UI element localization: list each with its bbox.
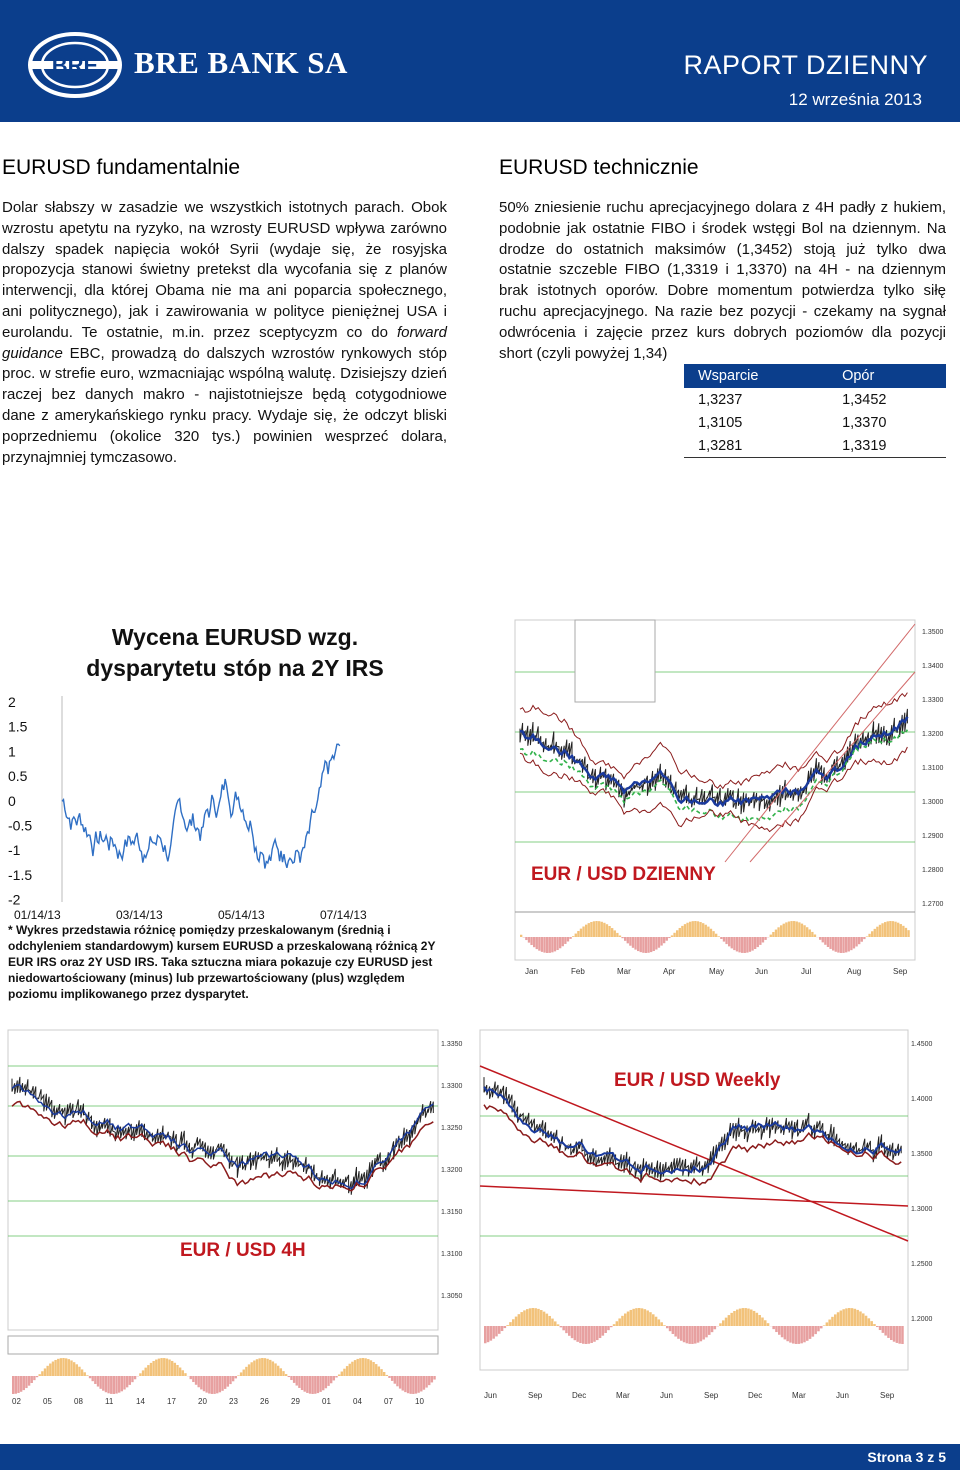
daily-x-tick: Jan [525, 967, 538, 976]
h4-x-tick: 01 [322, 1397, 331, 1406]
fundamental-text-part2: EBC, prowadzą do dalszych wzrostów rynkowych stóp proc. w strefie euro, wzmacniając wspólną walutę. Dzisiejszy dzień raczej bez danych makro - najistotniejsze będą cotygodniowe dane z amerykańskiego rynku pracy. Wydaje się, że odczyt bliski poprzedniemu (okolice 320 tys.) powinien wesprzeć dolara, przynajmniej tymczasowo. [2, 344, 447, 466]
levels-table [684, 364, 946, 458]
h4-price-tick: 1.3350 [441, 1041, 463, 1048]
irs-plot [0, 612, 460, 922]
h4-price-tick: 1.3050 [441, 1293, 463, 1300]
wk-x-tick: Mar [616, 1391, 630, 1400]
daily-x-tick: Jun [755, 967, 768, 976]
resistance-value: 1,3452 [842, 391, 887, 408]
daily-price-tick: 1.2900 [922, 833, 944, 840]
fundamental-text-italic: forward guidance [2, 323, 447, 362]
levels-row [684, 411, 946, 434]
irs-y-tick: 0.5 [8, 768, 28, 785]
h4-x-tick: 17 [167, 1397, 176, 1406]
h4-x-tick: 10 [415, 1397, 424, 1406]
irs-chart-note: * Wykres przedstawia różnicę pomiędzy przeskalowanym (średnią i odchyleniem standardowym) kursem EURUSD a przeskalowaną różnicą 2Y EUR IRS oraz 2Y USD IRS. Taka sztuczna miara pokazuje czy EURUSD jest niedowartościowany (minus) lub przewartościowany (plus) względem poziomu implikowanego przez dysparytet. [8, 923, 436, 1001]
wk-price-tick: 1.3500 [911, 1151, 933, 1158]
eurusd-4h-chart [0, 1026, 470, 1422]
report-date: 12 września 2013 [788, 90, 922, 109]
support-header: Wsparcie [684, 364, 828, 388]
wk-x-tick: Jun [484, 1391, 497, 1400]
levels-row [684, 434, 946, 458]
h4-x-tick: 23 [229, 1397, 238, 1406]
daily-x-tick: Jul [801, 967, 812, 976]
technical-title: EURUSD technicznie [499, 156, 699, 179]
support-value: 1,3237 [698, 391, 743, 408]
h4-x-tick: 05 [43, 1397, 52, 1406]
weekly-chart-label: EUR / USD Weekly [614, 1070, 781, 1091]
report-footer [0, 1444, 960, 1470]
bre-bank-logo [26, 30, 124, 100]
daily-price-tick: 1.2800 [922, 867, 944, 874]
fundamental-text-part1: Dolar słabszy w zasadzie we wszystkich istotnych parach. Obok wzrostu apetytu na ryzyko, na wzrosty EURUSD wpływa zarówno dalszy spadek napięcia wokół Syrii (wydaje się, że rosyjska propozycja stanowi świetny pretekst dla wycofania się z planów interwencji, dla której Obama nie ma ani poparcia społecznego, ani politycznego), jak i zawirowania w polityce pieniężnej USA i eurolandu. Te ostatnie, m.in. przez sceptycyzm co do [2, 199, 447, 341]
wk-price-tick: 1.4500 [911, 1041, 933, 1048]
irs-chart-title-line2: dysparytetu stóp na 2Y IRS [86, 655, 384, 681]
h4-x-tick: 07 [384, 1397, 393, 1406]
daily-x-tick: Sep [893, 967, 908, 976]
irs-y-tick: 0 [8, 792, 16, 809]
wk-price-tick: 1.2500 [911, 1261, 933, 1268]
irs-y-tick: -0.5 [8, 817, 33, 834]
wk-x-tick: Mar [792, 1391, 806, 1400]
irs-y-tick: 2 [8, 694, 16, 710]
h4-x-tick: 08 [74, 1397, 83, 1406]
h4-x-tick: 14 [136, 1397, 145, 1406]
eurusd-daily-chart [485, 612, 960, 1000]
daily-x-tick: Apr [663, 967, 676, 976]
irs-x-tick: 05/14/13 [218, 908, 265, 922]
h4-price-tick: 1.3300 [441, 1083, 463, 1090]
daily-plot [485, 612, 960, 1000]
h4-x-tick: 11 [105, 1397, 114, 1406]
irs-x-tick: 03/14/13 [116, 908, 163, 922]
support-value: 1,3281 [684, 434, 828, 458]
h4-x-tick: 20 [198, 1397, 207, 1406]
wk-price-tick: 1.3000 [911, 1206, 933, 1213]
irs-x-tick: 07/14/13 [320, 908, 367, 922]
h4-price-tick: 1.3150 [441, 1209, 463, 1216]
resistance-value: 1,3319 [828, 434, 946, 458]
wk-x-tick: Jun [836, 1391, 849, 1400]
page-number: Strona 3 z 5 [867, 1449, 946, 1465]
irs-y-tick: 1.5 [8, 718, 28, 735]
h4-x-tick: 02 [12, 1397, 21, 1406]
daily-price-tick: 1.2700 [922, 901, 944, 908]
technical-text: 50% zniesienie ruchu aprecjacyjnego dolara z 4H padły z hukiem, podobnie jak ostatnie FIBO i środek wstęgi Bol na dziennym. Na drodze do ostatnich maksimów (1,3452) stoją już tylko dwa ostatnie szczeble FIBO (1,3319 i 1,3370) na 4H - na dziennym brak istotnych oporów. Dobre momentum potwierdza tylko siłę ruchu aprecjacyjnego. Na razie bez pozycji - czekamy na sygnał odwrócenia i zajęcie przez kurs dobrych poziomów dla pozycji short (czyli powyżej 1,34) [499, 199, 946, 362]
levels-header-row [684, 364, 946, 388]
report-title: RAPORT DZIENNY [683, 50, 928, 80]
irs-y-tick: 1 [8, 743, 16, 760]
fundamental-title: EURUSD fundamentalnie [2, 156, 241, 179]
irs-y-tick: -2 [8, 891, 21, 908]
daily-chart-label: EUR / USD DZIENNY [531, 864, 716, 885]
irs-chart-title-line1: Wycena EURUSD wzg. [111, 624, 359, 650]
daily-price-tick: 1.3300 [922, 697, 944, 704]
wk-x-tick: Dec [572, 1391, 587, 1400]
support-value: 1,3105 [698, 414, 743, 431]
daily-price-tick: 1.3500 [922, 629, 944, 636]
h4-price-tick: 1.3250 [441, 1125, 463, 1132]
resistance-value: 1,3370 [842, 414, 887, 431]
wk-x-tick: Sep [704, 1391, 719, 1400]
daily-price-tick: 1.3200 [922, 731, 944, 738]
h4-x-tick: 26 [260, 1397, 269, 1406]
svg-text:BRE: BRE [51, 53, 99, 78]
daily-x-tick: May [709, 967, 725, 976]
daily-price-tick: 1.3400 [922, 663, 944, 670]
wk-x-tick: Dec [748, 1391, 763, 1400]
irs-y-tick: -1 [8, 842, 21, 859]
h4-plot [0, 1026, 470, 1422]
irs-valuation-chart [0, 612, 460, 1001]
levels-row [684, 388, 946, 411]
wk-x-tick: Jun [660, 1391, 673, 1400]
daily-x-tick: Feb [571, 967, 585, 976]
daily-x-tick: Aug [847, 967, 862, 976]
wk-x-tick: Sep [528, 1391, 543, 1400]
fundamental-section [2, 156, 447, 468]
wk-price-tick: 1.4000 [911, 1096, 933, 1103]
h4-x-tick: 29 [291, 1397, 300, 1406]
bank-name: BRE BANK SA [134, 45, 348, 80]
daily-x-tick: Mar [617, 967, 631, 976]
wk-price-tick: 1.2000 [911, 1316, 933, 1323]
h4-price-tick: 1.3200 [441, 1167, 463, 1174]
fundamental-text [2, 198, 447, 468]
h4-chart-label: EUR / USD 4H [180, 1240, 306, 1261]
daily-price-tick: 1.3100 [922, 765, 944, 772]
wk-x-tick: Sep [880, 1391, 895, 1400]
irs-y-tick: -1.5 [8, 866, 33, 883]
eurusd-weekly-chart [478, 1026, 960, 1422]
report-header [0, 0, 960, 122]
daily-price-tick: 1.3000 [922, 799, 944, 806]
h4-price-tick: 1.3100 [441, 1251, 463, 1258]
resistance-header: Opór [828, 364, 946, 388]
technical-section [499, 156, 946, 364]
h4-x-tick: 04 [353, 1397, 362, 1406]
irs-x-tick: 01/14/13 [14, 908, 61, 922]
